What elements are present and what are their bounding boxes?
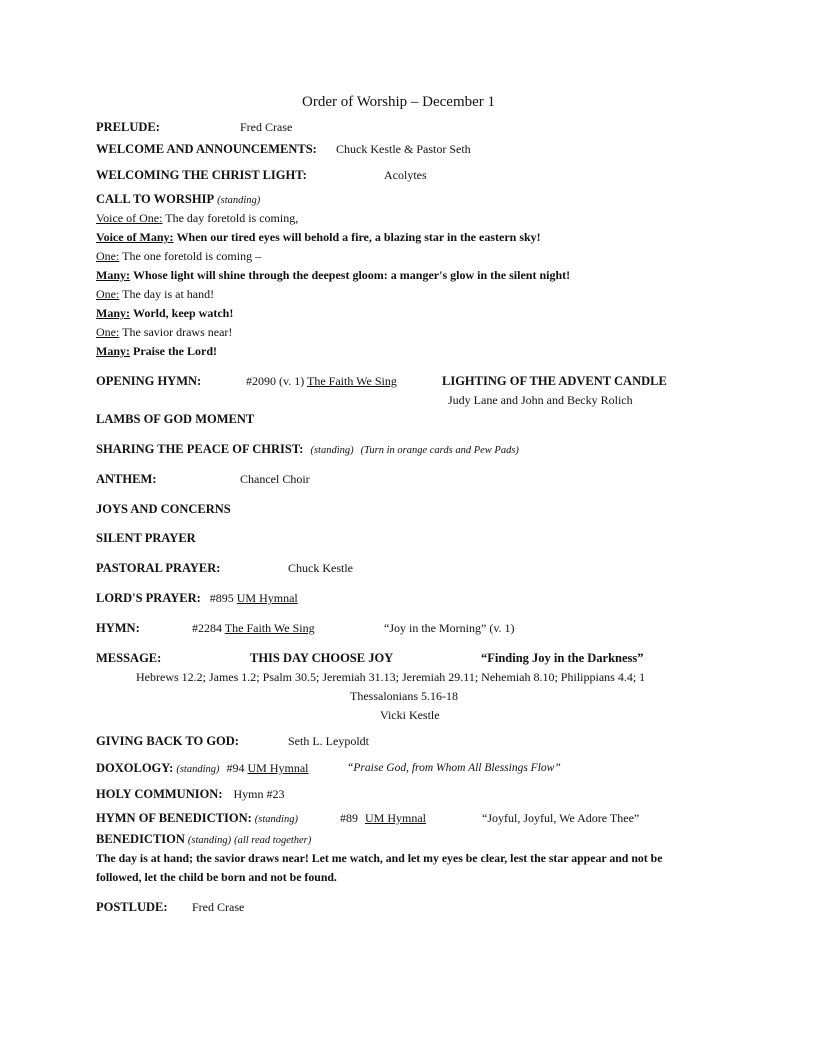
benediction-hymn-heading [96,811,298,827]
benediction-text-line-2: followed, let the child be born and not be found. [96,870,337,884]
benediction-note-together: (all read together) [234,835,312,846]
litany-speaker: Many: [96,306,130,320]
benediction-hymn-title: “Joyful, Joyful, We Adore Thee” [482,811,640,825]
postlude-label: POSTLUDE: [96,900,168,914]
litany-text: The day is at hand! [122,287,215,301]
litany-line [96,344,217,359]
doxology-number: #94 [226,761,245,775]
joys-label: JOYS AND CONCERNS [96,502,231,516]
lords-prayer-line [96,591,298,606]
litany-text: Praise the Lord! [133,344,217,358]
peace-heading [96,442,519,458]
benediction-hymn-number: #89 [340,811,358,825]
sermon-title: “Finding Joy in the Darkness” [481,651,644,665]
communion-line [96,787,285,802]
call-to-worship-note: (standing) [217,195,261,206]
litany-line [96,306,233,321]
doxology-label: DOXOLOGY: [96,761,174,775]
benediction-heading [96,832,311,848]
litany-text: World, keep watch! [133,306,234,320]
litany-speaker: Many: [96,344,130,358]
litany-speaker: Voice of Many: [96,230,174,244]
prelude-person: Fred Crase [240,120,293,134]
call-to-worship-heading [96,192,260,208]
hymn-number: #2284 [192,621,222,635]
litany-line [96,230,541,245]
litany-speaker: Voice of One: [96,211,163,225]
message-label: MESSAGE: [96,651,162,665]
page-title: Order of Worship – December 1 [302,94,496,110]
communion-label: HOLY COMMUNION: [96,787,223,801]
advent-candle-people: Judy Lane and John and Becky Rolich [448,393,633,407]
welcome-people: Chuck Kestle & Pastor Seth [336,142,471,156]
doxology-title: “Praise God, from Whom All Blessings Flow” [347,762,561,774]
benediction-note-standing: (standing) [187,835,232,846]
giving-label: GIVING BACK TO GOD: [96,734,239,748]
pastoral-prayer-label: PASTORAL PRAYER: [96,561,221,575]
doxology-book: UM Hymnal [247,761,309,775]
lords-prayer-book: UM Hymnal [236,591,298,605]
giving-person: Seth L. Leypoldt [288,734,369,748]
litany-speaker: Many: [96,268,130,282]
litany-line [96,325,232,340]
opening-hymn-book: The Faith We Sing [307,374,397,388]
silent-prayer-label: SILENT PRAYER [96,531,196,545]
litany-speaker: One: [96,287,120,301]
welcome-label: WELCOME AND ANNOUNCEMENTS: [96,142,317,156]
sermon-series: THIS DAY CHOOSE JOY [250,651,394,665]
hymn-label: HYMN: [96,621,140,635]
lords-prayer-label: LORD'S PRAYER: [96,591,201,605]
benediction-text-line-1: The day is at hand; the savior draws near! Let me watch, and let my eyes be clear, lest the star appear and not be [96,851,663,865]
sermon-speaker: Vicki Kestle [380,708,440,722]
hymn-title: “Joy in the Morning” (v. 1) [384,621,515,635]
doxology-line [96,761,309,777]
call-to-worship-label: CALL TO WORSHIP [96,192,215,206]
lords-prayer-number: #895 [209,591,234,605]
postlude-person: Fred Crase [192,900,245,914]
litany-line [96,268,570,283]
benediction-hymn-ref [340,811,426,826]
benediction-hymn-note: (standing) [254,814,298,825]
peace-label: SHARING THE PEACE OF CHRIST: [96,442,304,456]
litany-line [96,211,298,226]
litany-text: The day foretold is coming, [165,211,299,225]
litany-line [96,249,261,264]
anthem-label: ANTHEM: [96,472,157,486]
scripture-line-1: Hebrews 12.2; James 1.2; Psalm 30.5; Jeremiah 31.13; Jeremiah 29.11; Nehemiah 8.10; Philippians 4.4; 1 [136,670,646,684]
christ-light-label: WELCOMING THE CHRIST LIGHT: [96,168,307,182]
litany-text: When our tired eyes will behold a fire, a blazing star in the eastern sky! [176,230,541,244]
pastoral-prayer-person: Chuck Kestle [288,561,353,575]
christ-light-people: Acolytes [384,168,427,182]
advent-candle-label: LIGHTING OF THE ADVENT CANDLE [442,374,667,388]
prelude-label: PRELUDE: [96,120,160,134]
litany-text: The one foretold is coming – [122,249,262,263]
litany-speaker: One: [96,325,120,339]
hymn-book: The Faith We Sing [224,621,315,635]
benediction-label: BENEDICTION [96,832,185,846]
communion-hymn: Hymn #23 [233,787,285,801]
lambs-label: LAMBS OF GOD MOMENT [96,412,255,426]
scripture-line-2: Thessalonians 5.16-18 [350,689,458,703]
opening-hymn-number: #2090 (v. 1) [246,374,305,388]
opening-hymn-ref [246,374,397,389]
litany-text: Whose light will shine through the deepest gloom: a manger's glow in the silent night! [133,268,571,282]
litany-speaker: One: [96,249,120,263]
litany-line [96,287,214,302]
opening-hymn-label: OPENING HYMN: [96,374,202,388]
benediction-hymn-book: UM Hymnal [365,811,426,825]
anthem-people: Chancel Choir [240,472,310,486]
peace-note-standing: (standing) [310,445,354,456]
benediction-hymn-label: HYMN OF BENEDICTION: [96,811,252,825]
peace-note-cards: (Turn in orange cards and Pew Pads) [360,445,519,456]
hymn-ref [192,621,315,636]
doxology-note: (standing) [176,764,220,775]
litany-text: The savior draws near! [122,325,233,339]
